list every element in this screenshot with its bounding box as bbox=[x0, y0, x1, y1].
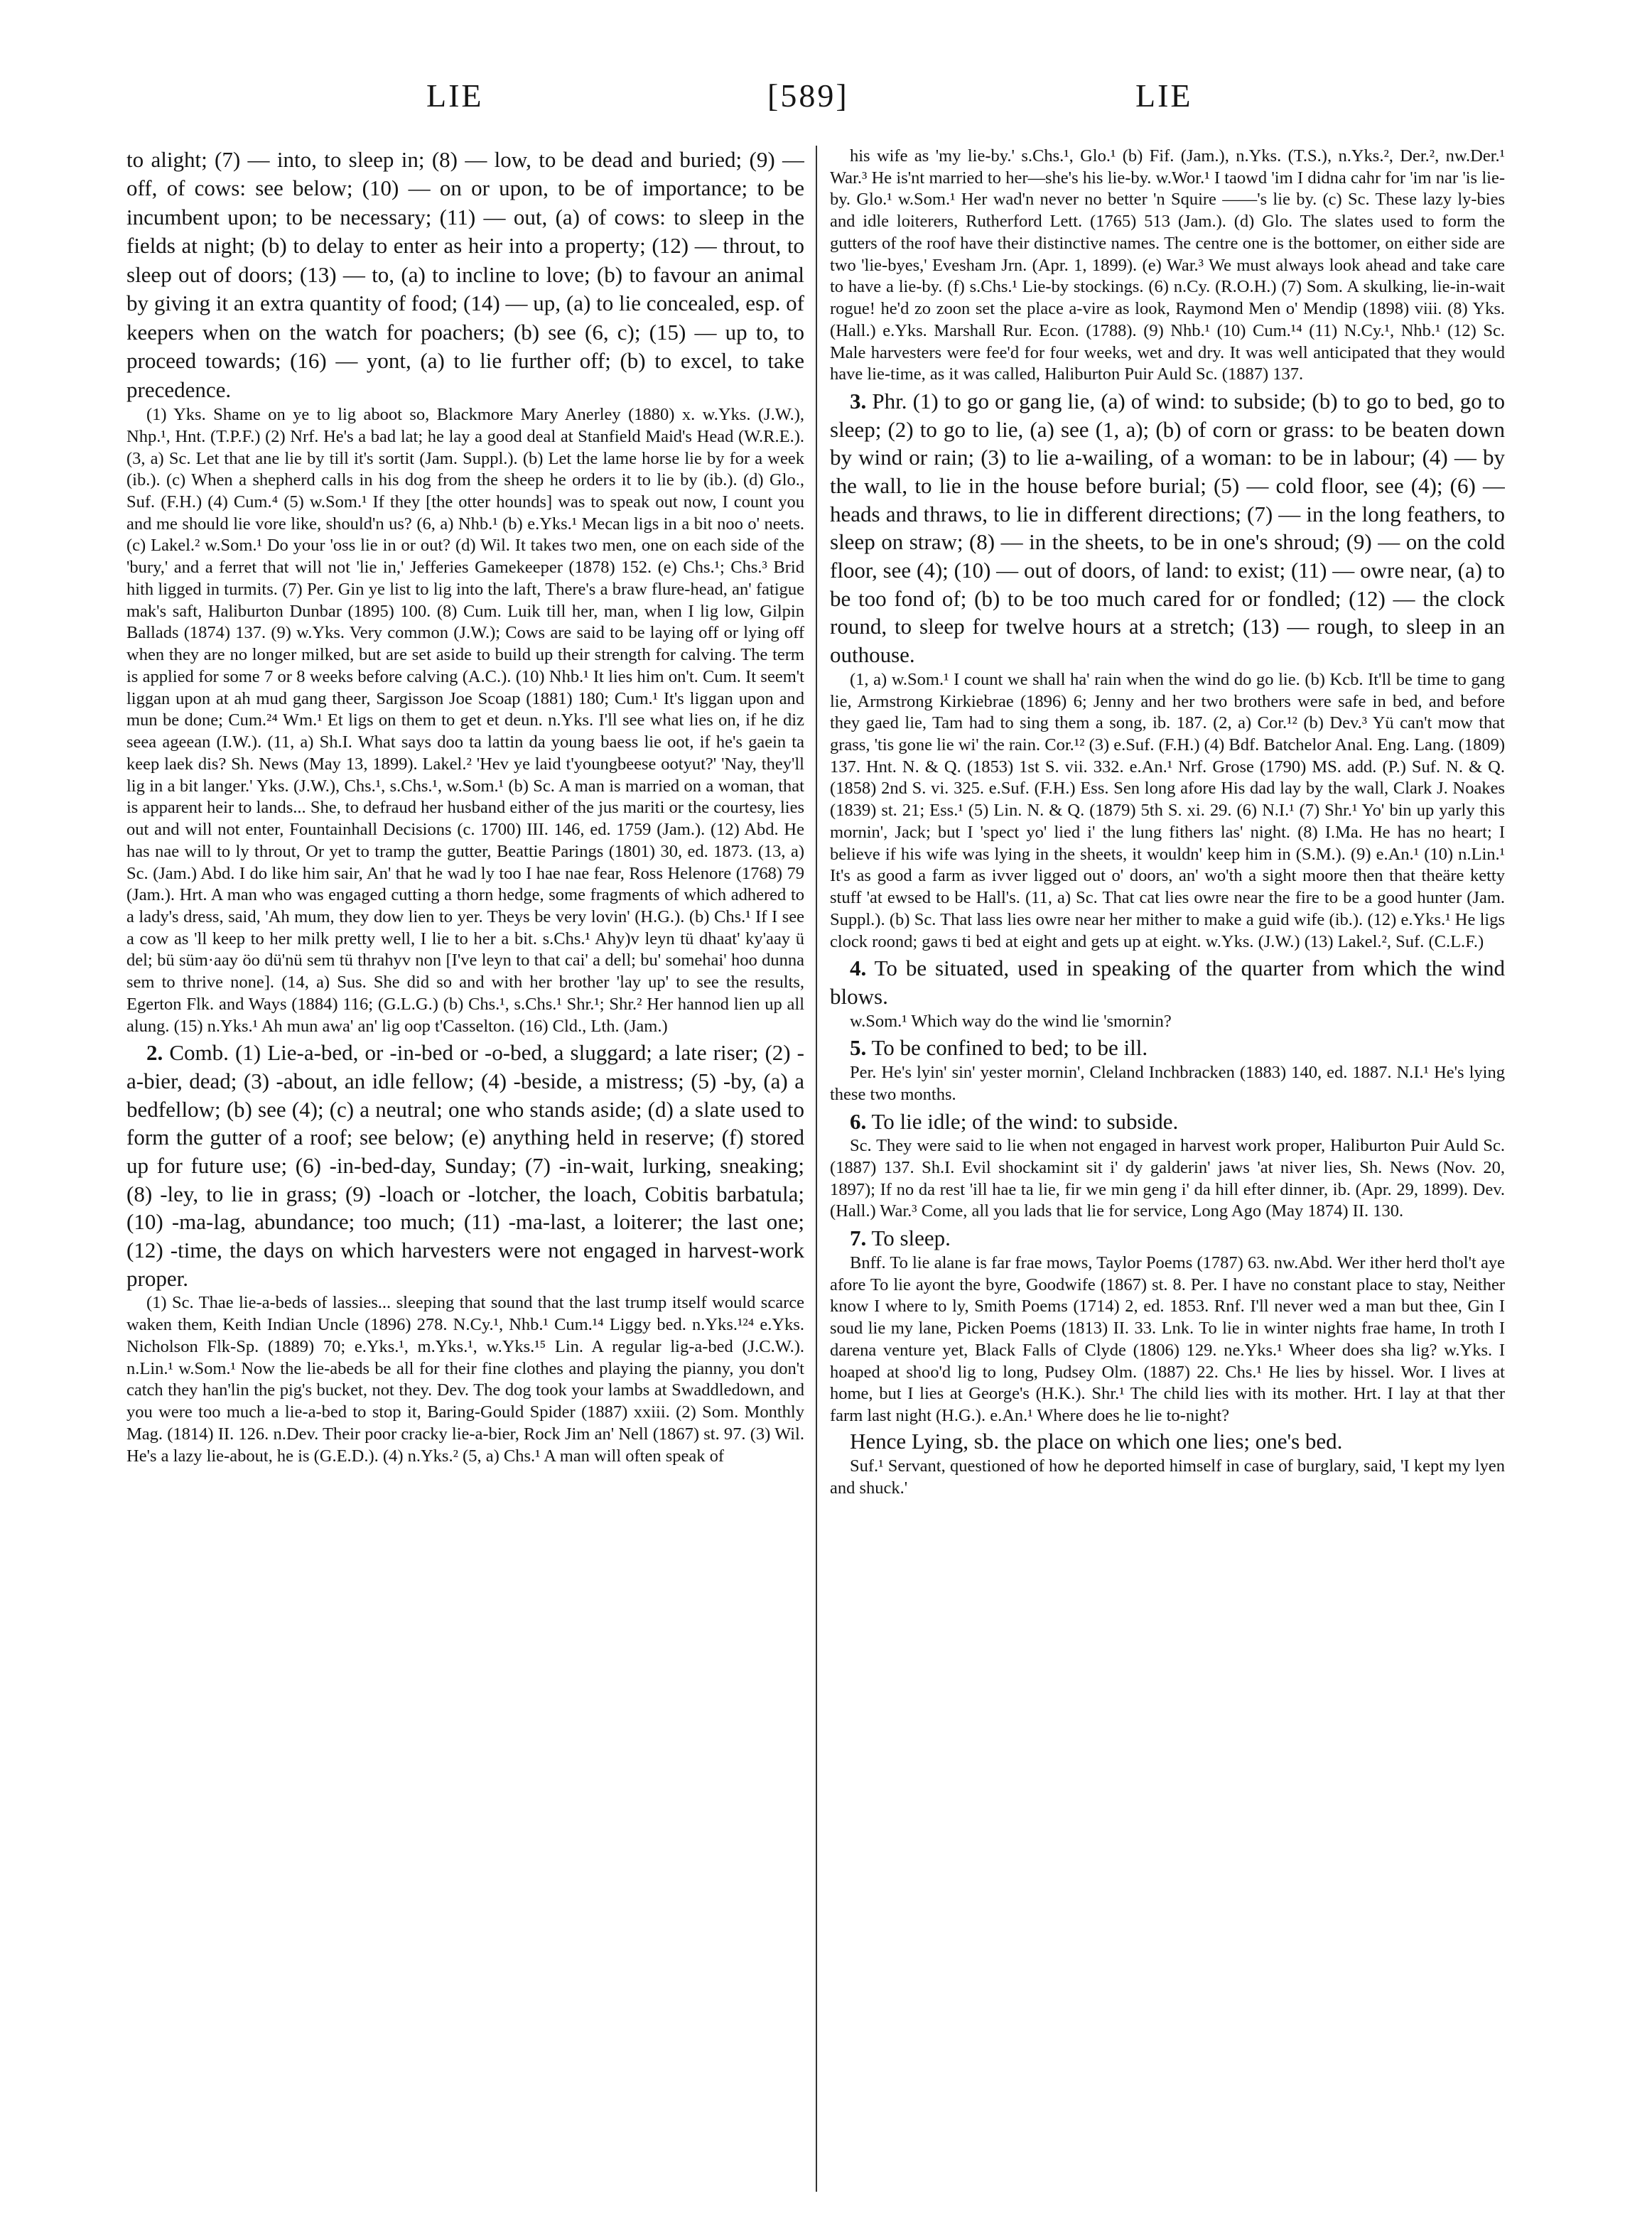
citations-block: Suf.¹ Servant, questioned of how he deported himself in case of burglary, said, 'I kept my lyen and shuck.' bbox=[830, 1456, 1505, 1498]
sense-number: 3. bbox=[850, 389, 867, 414]
citations-block: (1) Yks. Shame on ye to lig aboot so, Blackmore Mary Anerley (1880) x. w.Yks. (J.W.), Nhp.¹, Hnt. (T.P.F.) (2) Nrf. He's a bad lat; he lay a good deal at Stanfield Maid's Head (W.R.E.). (3, a) Sc. Let that ane lie by till it's sortit (Jam. Suppl.). (b) Let the lame horse lie by for a week (ib.). (c) When a shepherd calls in his dog from the sheep he orders it to lie by (ib.). (d) Glo., Suf. (F.H.) (4) Cum.⁴ (5) w.Som.¹ If they [the otter hounds] was to speak out now, I count you and me should lie vore like, should'n us? (6, a) Nhb.¹ (b) e.Yks.¹ Mecan ligs in a bit noo o' neets. (c) Lakel.² w.Som.¹ Do your 'oss lie in or out? (d) Wil. It takes two men, one on each side of the 'bury,' and a ferret that will not 'lie in,' Jefferies Gamekeeper (1878) 152. (e) Chs.¹; Chs.³ Brid hith ligged in turmits. (7) Per. Gin ye list to lig into the laft, There's a braw flure-head, an' fatigue mak's saft, Haliburton Dunbar (1895) 100. (8) Cum. Luik till her, man, when I lig low, Gilpin Ballads (1874) 137. (9) w.Yks. Very common (J.W.); Cows are said to be laying off or lying off when they are no longer milked, but are set aside to build up their strength for calving. The term is applied for some 7 or 8 weeks before calving (A.C.). (10) Nhb.¹ It lies him on't. Cum. It seem't liggan upon at ah mud gang theer, Sargisson Joe Scoap (1881) 180; Cum.¹ It's liggan upon and mun be done; Cum.²⁴ Wm.¹ Et ligs on them to get et deun. n.Yks. I'll see what lies on, if he diz seea ageean (I.W.). (11, a) Sh.I. What says doo ta lattin da young baess lie oot, if he's gaein ta keep laek dis? Sh. News (May 13, 1899). Lakel.² 'Hev ye laid t'youngbeese ootyut?' 'Nay, they'll lig in a bit langer.' Yks. (J.W.), Chs.¹, s.Chs.¹, w.Som.¹ (b) Sc. A man is married on a woman, that is apparent heir to lands... She, to defraud her husband either of the jus mariti or the courtesy, lies out and will not enter, Fountainhall Decisions (c. 1700) III. 146, ed. 1759 (Jam.). (12) Abd. He has nae will to ly throut, Or yet to tramp the gutter, Beattie Parings (1801) 30, ed. 1873. (13, a) Sc. (Jam.) Abd. I do like him sair, An' that he wad ly too I hae nae fear, Ross Helenore (1768) 79 (Jam.). Hrt. A man who was engaged cutting a thorn hedge, some fragments of which adhered to a lady's dress, said, 'Ah mum, they dow lien to yer. Theys be very lovin' (H.G.). (b) Chs.¹ If I see a cow as 'll keep to her milk pretty well, I lie to her a bit. s.Chs.¹ Ahy)v leyn tü dhaat' ky'aay ü del; bü süm·aay öo dü'nü sem tü thrahyv non [I've leyn to that cai' a dell; bu' somehai' hoo dunna sem to thrive none]. (14, a) Sus. She did so and with her brother 'lay up' to see the results, Egerton Flk. and Ways (1884) 116; (G.L.G.) (b) Chs.¹, s.Chs.¹ Shr.¹; Shr.² Her hannod lien up all alung. (15) n.Yks.¹ Ah mun awa' an' lig oop t'Casselton. (16) Cld., Lth. (Jam.) bbox=[126, 405, 804, 1036]
citations-block: w.Som.¹ Which way do the wind lie 'smornin? bbox=[850, 1011, 1172, 1031]
sense-text: To be confined to bed; to be ill. bbox=[871, 1035, 1148, 1061]
citations-block: his wife as 'my lie-by.' s.Chs.¹, Glo.¹ (b) Fif. (Jam.), n.Yks. (T.S.), n.Yks.², Der.², nw.Der.¹ War.³ He is'nt married to her—she's his lie-by. w.Wor.¹ I taowd 'im I didna cahr for 'im nar 'is lie-by. Glo.¹ w.Som.¹ Her wad'n never no better 'n Squire ——'s lie by. (c) Sc. These lazy ly-bies and idle loiterers, Rutherford Lett. (1765) 513 (Jam.). (d) Glo. The slates used to form the gutters of the roof have their distinctive names. The centre one is the bottomer, on either side are two 'lie-byes,' Evesham Jrn. (Apr. 1, 1899). (e) War.³ We must always look ahead and take care to have a lie-by. (f) s.Chs.¹ Lie-by stockings. (6) n.Cy. (R.O.H.) (7) Som. A skulking, lie-in-wait rogue! he'd zo zoon set the place a-vire as look, Raymond Men o' Mendip (1898) viii. (8) Yks. (Hall.) e.Yks. Marshall Rur. Econ. (1788). (9) Nhb.¹ (10) Cum.¹⁴ (11) N.Cy.¹, Nhb.¹ (12) Sc. Male harvesters were fee'd for four weeks, wet and dry. It was well anticipated that they would have lie-time, as it was called, Haliburton Puir Auld Sc. (1887) 137. bbox=[830, 146, 1505, 384]
sense-3 bbox=[830, 387, 1505, 669]
sense-text: To sleep. bbox=[871, 1226, 951, 1251]
page-header bbox=[0, 77, 1652, 126]
sense-6 bbox=[830, 1108, 1505, 1136]
citations-block: (1, a) w.Som.¹ I count we shall ha' rain when the wind do go lie. (b) Kcb. It'll be time to gang lie, Armstrong Kirkiebrae (1896) 6; Jenny and her two brothers were safe in bed, and before they gaed lie, Tam had to sing them a song, ib. 187. (2, a) Cor.¹² (b) Dev.³ Yü can't mow that grass, 'tis gone lie wi' the rain. Cor.¹² (3) e.Suf. (F.H.) (4) Bdf. Batchelor Anal. Eng. Lang. (1809) 137. Hnt. N. & Q. (1853) 1st S. vii. 332. e.An.¹ Nrf. Grose (1790) MS. add. (P.) Suf. N. & Q. (1858) 2nd S. vi. 325. e.Suf. (F.H.) Ess. Sen long afore His dad lay by the wall, Clark J. Noakes (1839) st. 21; Ess.¹ (5) Lin. N. & Q. (1879) 5th S. xi. 29. (6) N.I.¹ (7) Shr.¹ Yo' bin up yarly this mornin', Jack; but I 'spect yo' lied i' the lung fithers las' night. (8) I.Ma. He has no heart; I believe if his wife was lying in the sheets, it wouldn' keep him in (S.M.). (9) e.An.¹ (10) n.Lin.¹ It's as good a farm as ivver ligged out o' doors, an' wo'th a sight moore then that theäre ketty stuff 'at ewsed to be Hall's. (11, a) Sc. That cat lies owre near the fire to be a good hunter (Jam. Suppl.). (b) Sc. That lass lies owre near her mither to make a guid wife (ib.). (12) e.Yks.¹ He ligs clock roond; gaws ti bed at eight and gets up at eight. w.Yks. (J.W.) (13) Lakel.², Suf. (C.L.F.) bbox=[830, 669, 1505, 951]
sense-number: 2. bbox=[146, 1040, 163, 1066]
column-divider bbox=[816, 146, 817, 2192]
running-head-right: LIE bbox=[1135, 77, 1193, 114]
page-number: [589] bbox=[767, 77, 849, 114]
sense-text: Comb. (1) Lie-a-bed, or -in-bed or -o-bed, a sluggard; a late riser; (2) -a-bier, dead; (3) -about, an idle fellow; (4) -beside, a mistress; (5) -by, (a) a bedfellow; (b) see (4); (c) a neutral; one who stands aside; (d) a slate used to form the gutter of a roof; see below; (e) anything held in reserve; (f) stored up for future use; (6) -in-bed-day, Sunday; (7) -in-wait, lurking, sneaking; (8) -ley, to lie in grass; (9) -loach or -lotcher, the loach, Cobitis barbatula; (10) -ma-lag, abundance; too much; (11) -ma-last, a loiterer; the last one; (12) -time, the days on which harvesters were not engaged in harvest-work proper. bbox=[126, 1040, 804, 1291]
citations-block: Bnff. To lie alane is far frae mows, Taylor Poems (1787) 63. nw.Abd. Wer ither herd thol't aye afore To lie ayont the byre, Goodwife (1867) st. 8. Per. I have no constant place to stay, Neither know I where to ly, Smith Poems (1714) 2, ed. 1853. Rnf. I'll never wed a man but thee, Gin I soud lie my lane, Picken Poems (1813) II. 33. Lnk. To lie in winter nights frae hame, In troth I darena venture yet, Black Falls of Clyde (1806) 129. ne.Yks.¹ Wheer does sha lig? w.Yks. I hoaped at shoo'd lig to long, Pudsey Olm. (1887) 22. Chs.¹ He lies by hissel. Wor. I lives at home, but I lies at George's (H.K.). Shr.¹ The child lies with its mother. Hrt. I lay at that ther farm last night (H.G.). e.An.¹ Where does he lie to-night? bbox=[830, 1253, 1505, 1425]
citations-block: (1) Sc. Thae lie-a-beds of lassies... sleeping that sound that the last trump itself would scarce waken them, Keith Indian Uncle (1896) 278. N.Cy.¹, Nhb.¹ Cum.¹⁴ Liggy bed. n.Yks.¹²⁴ e.Yks. Nicholson Flk-Sp. (1889) 70; e.Yks.¹, m.Yks.¹, w.Yks.¹⁵ Lin. A regular lig-a-bed (J.C.W.). n.Lin.¹ w.Som.¹ Now the lie-abeds be all for their fine clothes and playing the pianny, you don't catch they han'lin the pig's bucket, not they. Dev. The dog took your lambs at Swaddledown, and you were too much a lie-a-bed to stop it, Baring-Gould Spider (1887) xxiii. (2) Som. Monthly Mag. (1814) II. 126. n.Dev. Their poor cracky lie-a-bier, Rock Jim an' Nell (1867) st. 97. (3) Wil. He's a lazy lie-about, he is (G.E.D.). (4) n.Yks.² (5, a) Chs.¹ A man will often speak of bbox=[126, 1293, 804, 1466]
sense-number: 6. bbox=[850, 1108, 867, 1134]
sense-7 bbox=[830, 1224, 1505, 1253]
sense-number: 4. bbox=[850, 956, 867, 981]
paragraph-phrases-cont: to alight; (7) — into, to sleep in; (8) — low, to be dead and buried; (9) — off, of cows: see below; (10) — on or upon, to be of importance; to be incumbent upon; to be necessary; (11) — out, (a) of cows: to sleep in the fields at night; (b) to delay to enter as heir into a property; (12) — throut, to sleep out of doors; (13) — to, (a) to incline to love; (b) to favour an animal by giving it an extra quantity of food; (14) — up, (a) to lie concealed, esp. of keepers when on the watch for poachers; (b) see (6, c); (15) — up to, to proceed towards; (16) — yont, (a) to lie further off; (b) to excel, to take precedence. bbox=[126, 147, 804, 402]
sense-4 bbox=[830, 954, 1505, 1010]
sense-text: To be situated, used in speaking of the quarter from which the wind blows. bbox=[830, 956, 1505, 1010]
sense-number: 7. bbox=[850, 1226, 867, 1251]
sense-2 bbox=[126, 1039, 804, 1292]
sense-text: To lie idle; of the wind: to subside. bbox=[871, 1108, 1179, 1134]
citations-block: Per. He's lyin' sin' yester mornin', Cleland Inchbracken (1883) 140, ed. 1887. N.I.¹ He's lying these two months. bbox=[830, 1063, 1505, 1104]
sense-5 bbox=[830, 1034, 1505, 1062]
citations-block: Sc. They were said to lie when not engaged in harvest work proper, Haliburton Puir Auld Sc. (1887) 137. Sh.I. Evil shockamint sit i' dy galderin' jaws 'at niver lies, Sh. News (Nov. 20, 1897); If no da rest 'ill hae ta lie, fir we min geng i' da hill efter dinner, ib. (Apr. 29, 1899). Dev. (Hall.) War.³ Come, all you lads that lie for service, Long Ago (May 1874) II. 130. bbox=[830, 1136, 1505, 1221]
running-head-left: LIE bbox=[426, 77, 484, 114]
right-column bbox=[830, 146, 1505, 2206]
left-column bbox=[126, 146, 804, 2206]
derivative-lying: Hence Lying, sb. the place on which one lies; one's bed. bbox=[850, 1428, 1343, 1454]
sense-number: 5. bbox=[850, 1035, 867, 1061]
sense-text: Phr. (1) to go or gang lie, (a) of wind: to subside; (b) to go to bed, go to sleep; (2) to go to lie, (a) see (1, a); (b) of corn or grass: to be beaten down by wind or rain; (3) to lie a-wailing, of a woman: to be in labour; (4) — by the wall, to lie in the house before burial; (5) — cold floor, see (4); (6) — heads and thraws, to lie in different directions; (7) — in the long feathers, to sleep on straw; (8) — in the sheets, to be in one's shroud; (9) — on the cold floor, see (4); (10) — out of doors, of land: to exist; (11) — owre near, (a) to be too fond of; (b) to be too much cared for or fondled; (12) — the clock round, to sleep for twelve hours at a stretch; (13) — rough, to sleep in an outhouse. bbox=[830, 389, 1505, 668]
